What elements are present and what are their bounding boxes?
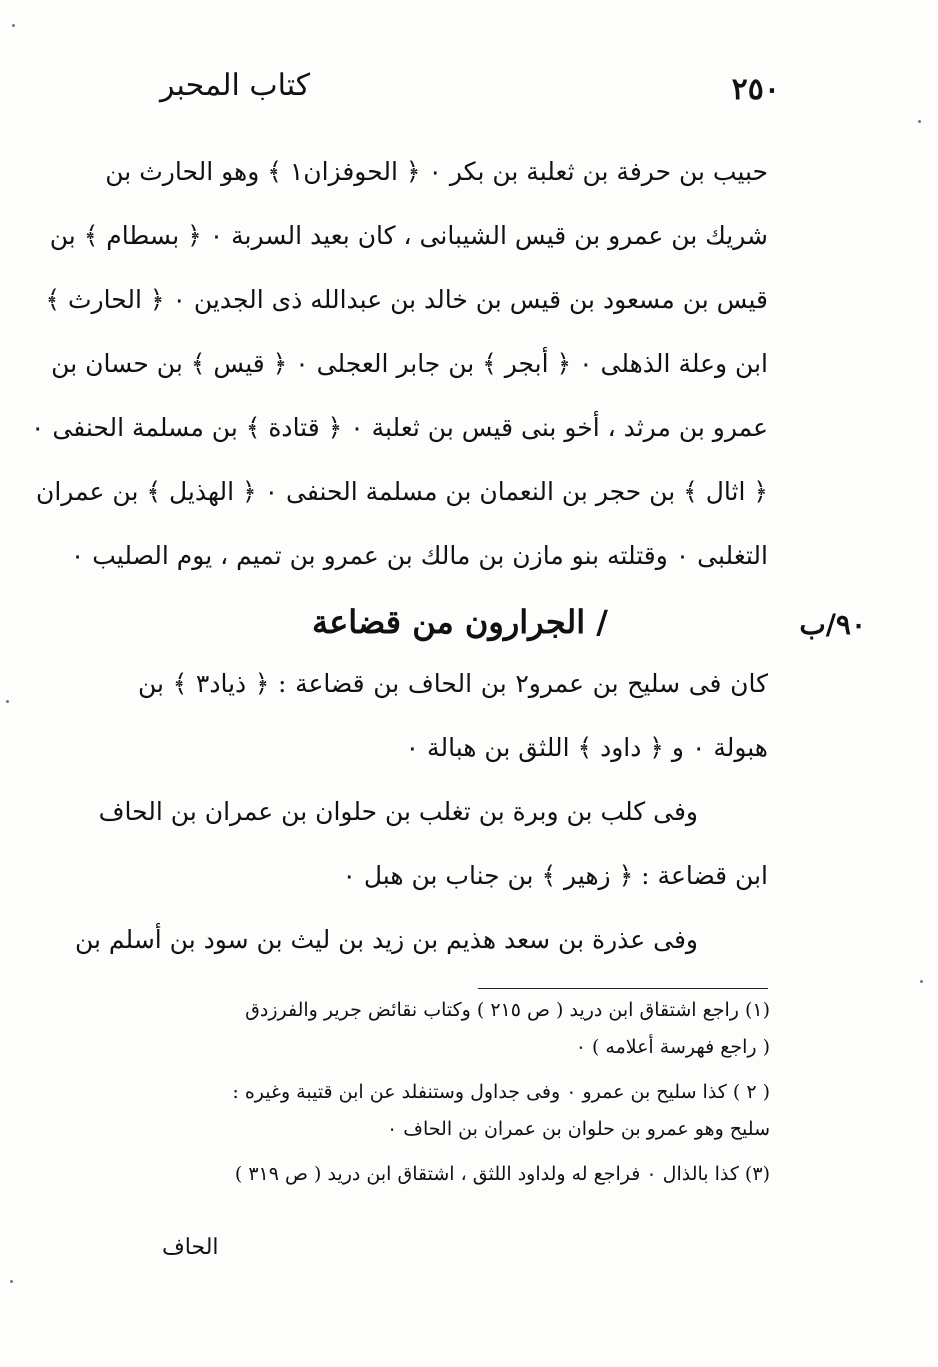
manuscript-folio-note: ٩٠/ب (799, 608, 866, 641)
section-heading: / الجرارون من قضاعة (312, 603, 608, 641)
text-line: هبولة ٠ و ﴿ داود ﴾ اللثق بن هبالة ٠ (405, 733, 768, 762)
text-line: كان فى سليح بن عمرو٢ بن الحاف بن قضاعة : ﴿ ذياد٣ ﴾ بن (138, 669, 769, 698)
footnote-2 (130, 1074, 770, 1148)
footnotes (130, 992, 770, 1201)
text-line: ﴿ اثال ﴾ بن حجر بن النعمان بن مسلمة الحنفى ٠ ﴿ الهذيل ﴾ بن عمران (36, 477, 768, 506)
footnote-line: (١) راجع اشتقاق ابن دريد ( ص ٢١٥ ) وكتاب نقائض جرير والفرزدق (245, 999, 770, 1021)
footnote-divider (478, 988, 768, 989)
text-line: ابن وعلة الذهلى ٠ ﴿ أبجر ﴾ بن جابر العجلى ٠ ﴿ قيس ﴾ بن حسان بن (51, 349, 768, 378)
text-line: قيس بن مسعود بن قيس بن خالد بن عبدالله ذى الجدين ٠ ﴿ الحارث ﴾ (45, 285, 768, 314)
footnote-line: ( راجع فهرسة أعلامه ) ٠ (575, 1036, 770, 1058)
text-line: وفى كلب بن وبرة بن تغلب بن حلوان بن عمران بن الحاف (98, 797, 698, 826)
footnote-1 (130, 992, 770, 1066)
text-line: ابن قضاعة : ﴿ زهير ﴾ بن جناب بن هبل ٠ (342, 861, 768, 890)
running-title: كتاب المحبر (160, 68, 311, 103)
scan-speck (6, 700, 9, 703)
text-line: شريك بن عمرو بن قيس الشيبانى ، كان بعيد السربة ٠ ﴿ بسطام ﴾ بن (49, 221, 768, 250)
scan-speck (12, 24, 15, 27)
body-paragraph-2 (74, 652, 769, 972)
text-line: حبيب بن حرفة بن ثعلبة بن بكر ٠ ﴿ الحوفزان١ ﴾ وهو الحارث بن (105, 157, 768, 186)
text-line: التغلبى ٠ وقتلته بنو مازن بن مالك بن عمرو بن تميم ، يوم الصليب ٠ (70, 541, 768, 570)
page-header (160, 62, 780, 122)
footnote-line: سليح وهو عمرو بن حلوان بن عمران بن الحاف ٠ (387, 1118, 770, 1140)
catchword: الحاف (162, 1235, 219, 1260)
scan-speck (10, 1280, 13, 1283)
footnote-line: (٣) كذا بالذال ٠ فراجع له ولداود اللثق ، اشتقاق ابن دريد ( ص ٣١٩ ) (234, 1163, 770, 1185)
page-number: ٢٥٠ (731, 72, 780, 107)
text-line: عمرو بن مرثد ، أخو بنى قيس بن ثعلبة ٠ ﴿ قتادة ﴾ بن مسلمة الحنفى ٠ (30, 413, 768, 442)
body-paragraph-1 (30, 140, 768, 588)
footnote-line: ( ٢ ) كذا سليح بن عمرو ٠ وفى جداول وستنفلد عن ابن قتيبة وغيره : (232, 1081, 770, 1103)
footnote-3 (130, 1156, 770, 1193)
scan-speck (920, 980, 923, 983)
scan-speck (918, 120, 921, 123)
text-line: وفى عذرة بن سعد هذيم بن زيد بن ليث بن سود بن أسلم بن (74, 925, 698, 954)
